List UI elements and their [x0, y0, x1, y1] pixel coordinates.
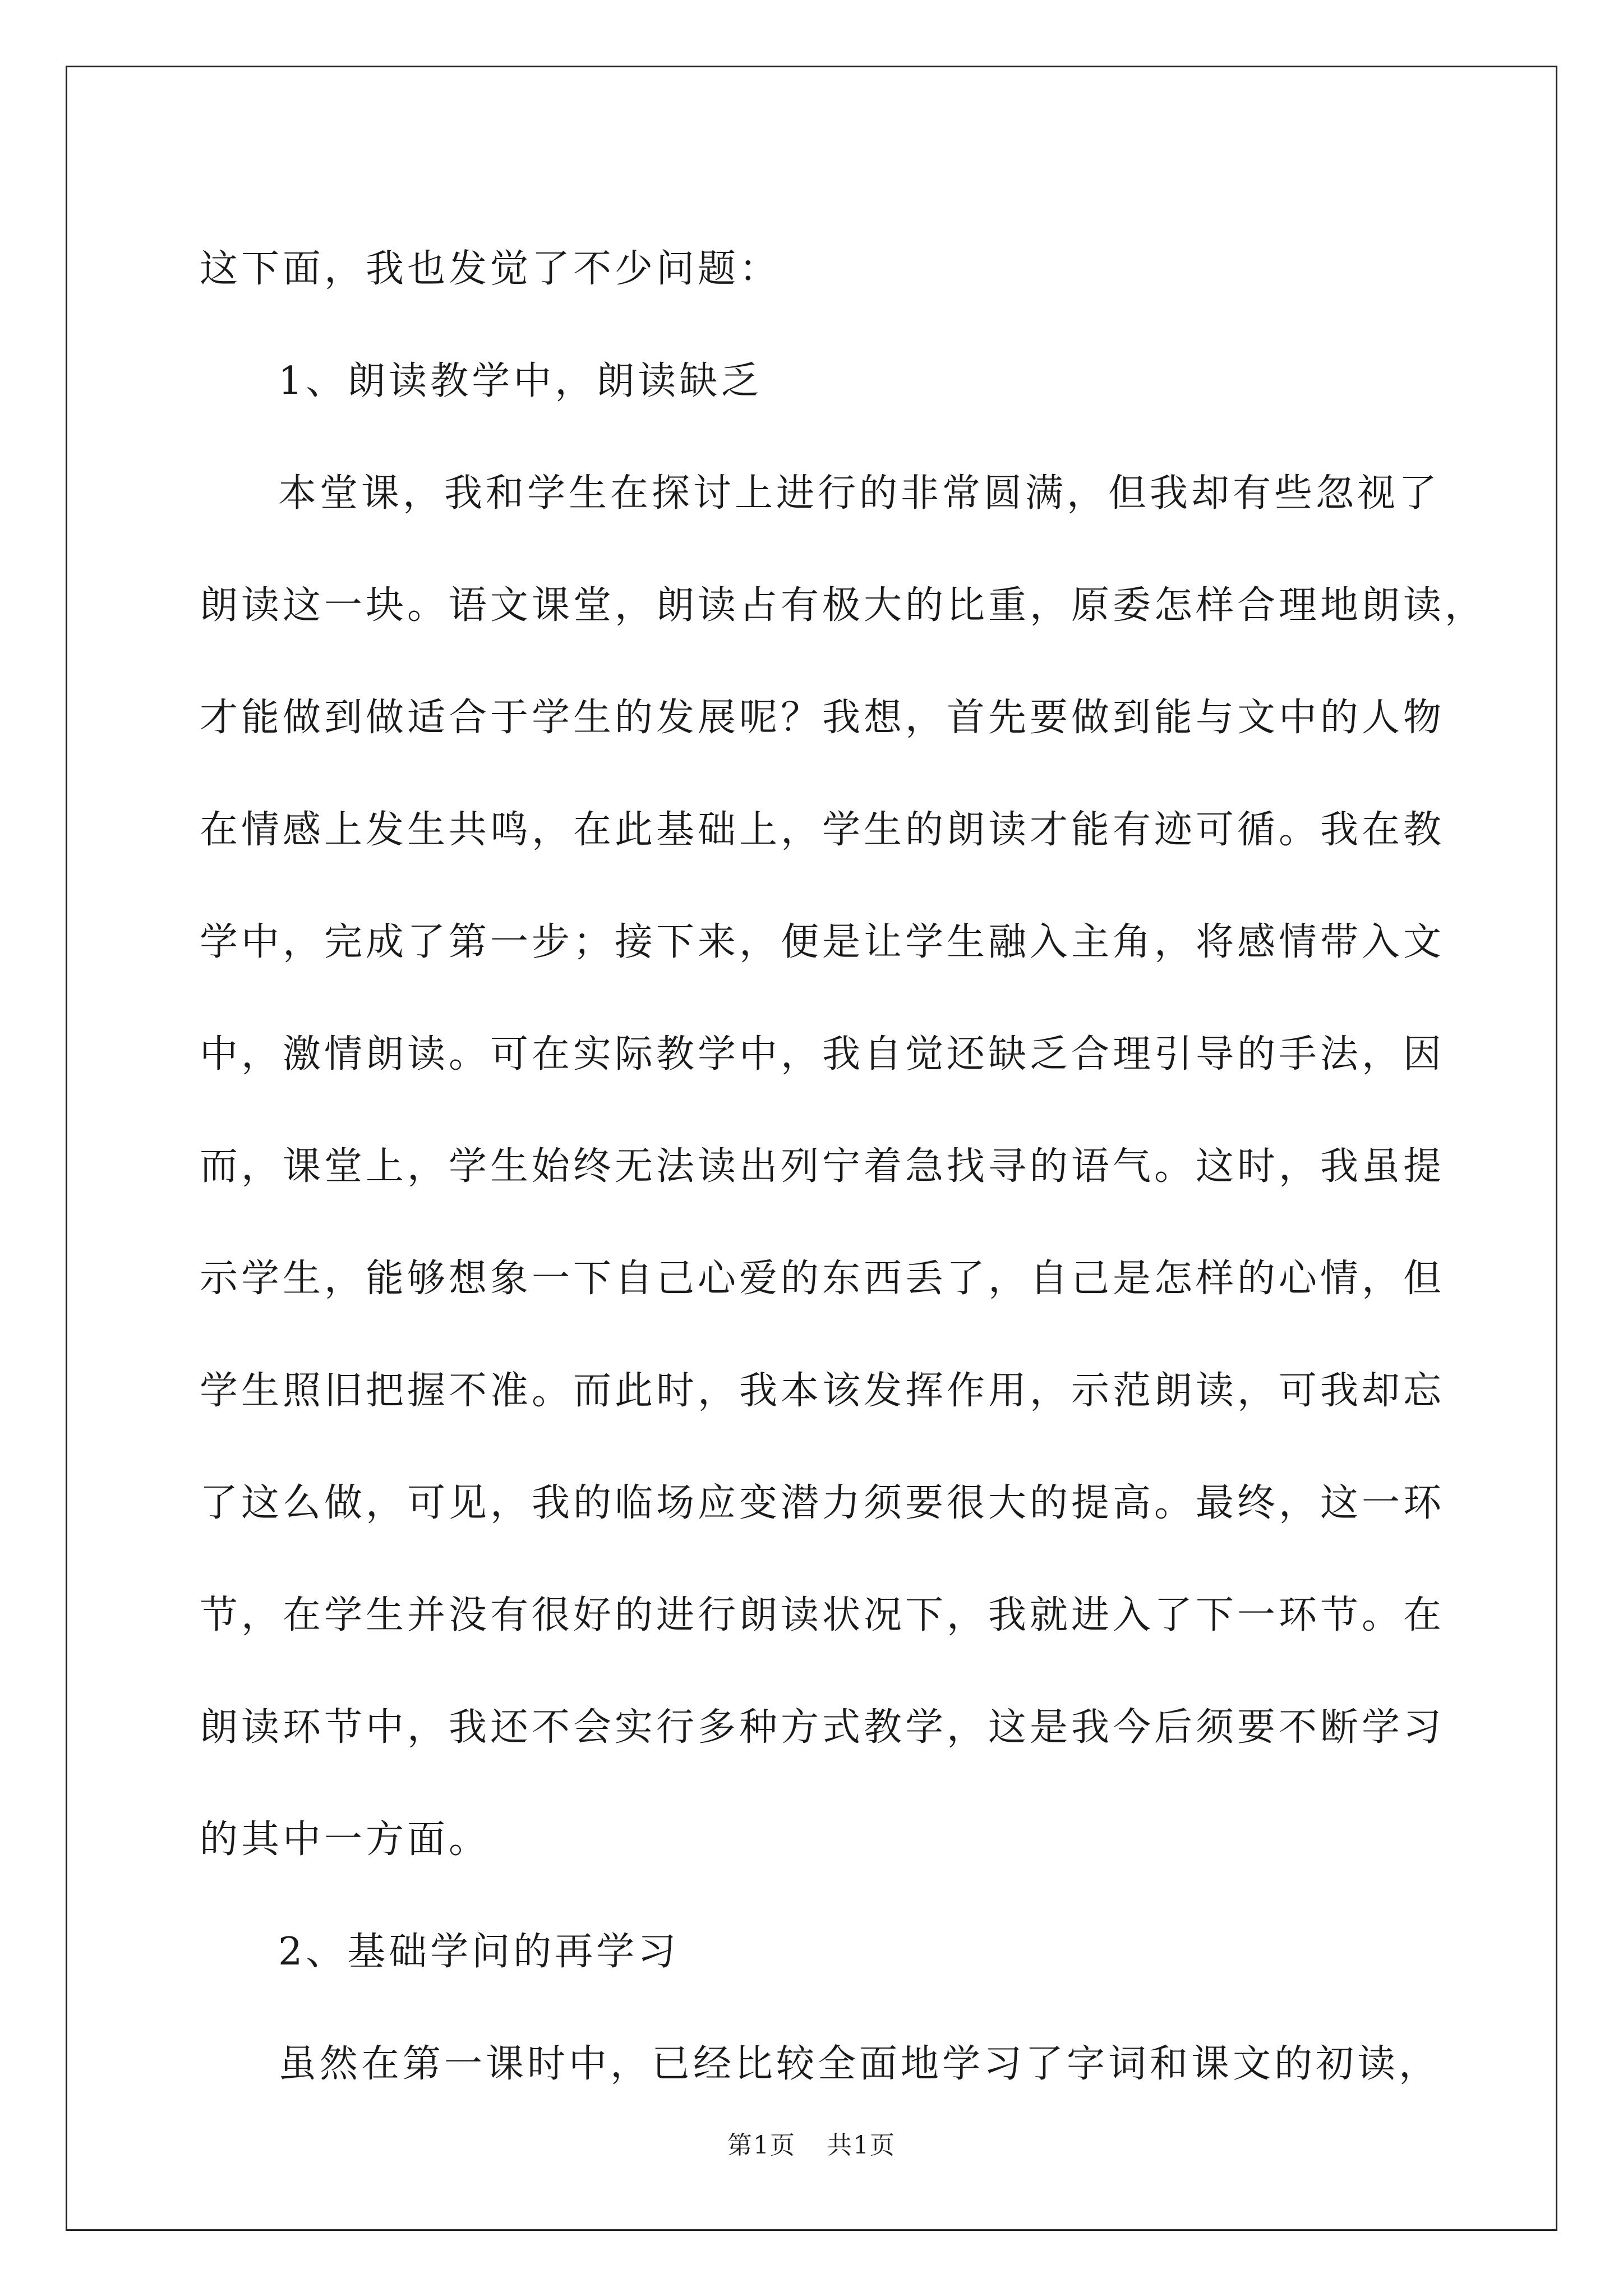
text-line: 虽然在第一课时中，已经比较全面地学习了字词和课文的初读，	[278, 2042, 1441, 2086]
text-line: 而，课堂上，学生始终无法读出列宁着急找寻的语气。这时，我虽提	[200, 1144, 1445, 1189]
text-line: 本堂课，我和学生在探讨上进行的非常圆满，但我却有些忽视了	[278, 471, 1441, 516]
text-line: 了这么做，可见，我的临场应变潜力须要很大的提高。最终，这一环	[200, 1481, 1445, 1525]
text-line: 1、朗读教学中，朗读缺乏	[278, 359, 763, 403]
page-footer	[0, 2129, 1623, 2162]
text-line: 朗读环节中，我还不会实行多种方式教学，这是我今后须要不断学习	[200, 1705, 1445, 1750]
text-line: 学中，完成了第一步；接下来，便是让学生融入主角，将感情带入文	[200, 920, 1445, 964]
document-body	[200, 213, 1490, 2120]
text-line: 朗读这一块。语文课堂，朗读占有极大的比重，原委怎样合理地朗读，	[200, 583, 1487, 628]
text-line: 2、基础学问的再学习	[278, 1930, 680, 1974]
text-line: 中，激情朗读。可在实际教学中，我自觉还缺乏合理引导的手法，因	[200, 1032, 1445, 1076]
text-line: 的其中一方面。	[200, 1818, 491, 1862]
text-line: 在情感上发生共鸣，在此基础上，学生的朗读才能有迹可循。我在教	[200, 808, 1445, 852]
page-number-current: 第1页	[727, 2131, 796, 2160]
text-line: 学生照旧把握不准。而此时，我本该发挥作用，示范朗读，可我却忘	[200, 1369, 1445, 1413]
text-line: 才能做到做适合于学生的发展呢？我想，首先要做到能与文中的人物	[200, 696, 1445, 740]
text-line: 示学生，能够想象一下自己心爱的东西丢了，自己是怎样的心情，但	[200, 1257, 1445, 1301]
text-line: 这下面，我也发觉了不少问题：	[200, 247, 781, 291]
page-number-total: 共1页	[827, 2131, 896, 2160]
text-line: 节，在学生并没有很好的进行朗读状况下，我就进入了下一环节。在	[200, 1593, 1445, 1637]
